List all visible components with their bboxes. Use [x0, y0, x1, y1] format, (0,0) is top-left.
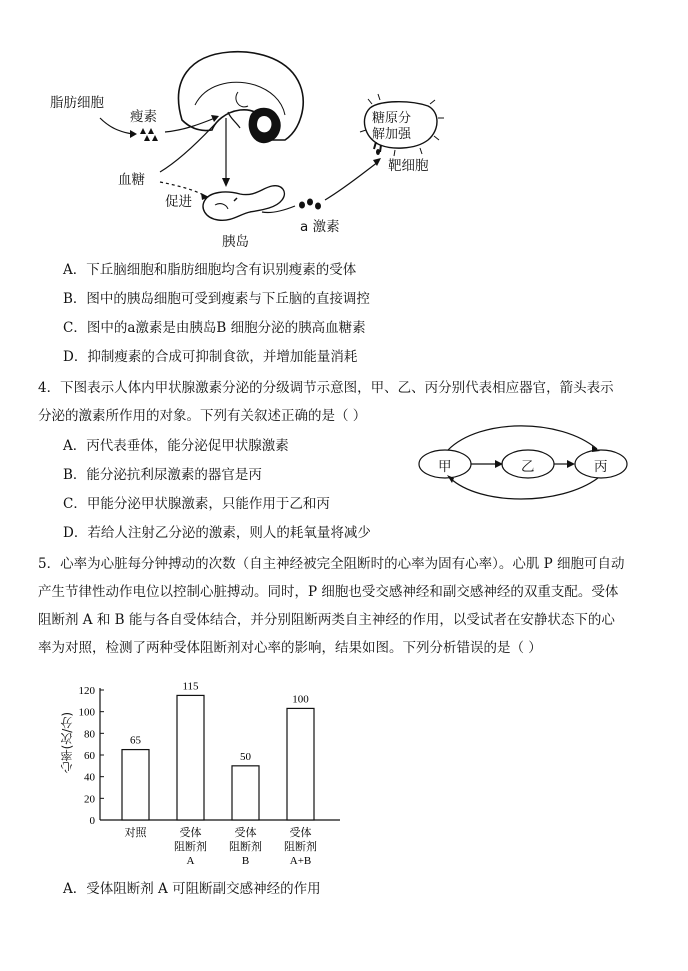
bar-value-label: 50 [240, 750, 251, 763]
q3-option-b: B．图中的胰岛细胞可受到瘦素与下丘脑的直接调控 [63, 291, 370, 307]
y-tick-label: 20 [84, 793, 95, 806]
y-tick-label: 80 [84, 728, 95, 741]
q3-option-a: A．下丘脑细胞和脂肪细胞均含有识别瘦素的受体 [63, 262, 357, 278]
q5-stem-line-1: 5．心率为心脏每分钟搏动的次数（自主神经被完全阻断时的心率为固有心率）。心肌 P 细胞可自动 [38, 556, 625, 572]
x-category-label: 阻断剂 [229, 841, 262, 853]
q4-option-a: A．丙代表垂体，能分泌促甲状腺激素 [63, 438, 289, 454]
q4-stem-line-2: 分泌的激素所作用的对象。下列有关叙述正确的是（ ） [38, 408, 367, 424]
y-tick-label: 120 [78, 685, 95, 697]
y-tick-label: 40 [84, 771, 95, 784]
x-category-label: A+B [289, 855, 312, 867]
x-category-label: 受体 [289, 827, 312, 839]
q5-stem-line-4: 率为对照，检测了两种受体阻断剂对心率的影响，结果如图。下列分析错误的是（ ） [38, 640, 542, 656]
q3-option-d: D．抑制瘦素的合成可抑制食欲，并增加能量消耗 [63, 349, 358, 365]
x-category-label: 阻断剂 [284, 841, 317, 853]
node-jia-label: 甲 [438, 459, 452, 475]
glycogen-label-1: 糖原分 [372, 111, 412, 126]
x-category-label: 受体 [234, 827, 257, 839]
glycogen-label-2: 解加强 [372, 127, 412, 142]
blood-glucose-label: 血糖 [118, 172, 145, 188]
x-category-label: 受体 [179, 827, 202, 839]
q4-option-d: D．若给人注射乙分泌的激素，则人的耗氧量将减少 [63, 525, 371, 541]
node-yi-label: 乙 [521, 459, 535, 475]
leptin-label: 瘦素 [130, 109, 157, 125]
x-category-label: 对照 [124, 827, 147, 839]
y-axis-label: 心率(次/分) [60, 712, 74, 774]
promote-label: 促进 [165, 194, 192, 210]
x-category-label: B [241, 855, 250, 867]
bar [287, 708, 314, 820]
x-category-label: 阻断剂 [174, 841, 207, 853]
q4-stem-line-1: 4．下图表示人体内甲状腺激素分泌的分级调节示意图，甲、乙、丙分别代表相应器官，箭头表示 [38, 380, 614, 396]
fat-cell-label: 脂肪细胞 [50, 95, 104, 111]
node-bing-label: 丙 [594, 459, 608, 475]
bar [177, 695, 204, 820]
y-tick-label: 100 [78, 706, 95, 719]
q5-stem-line-3: 阻断剂 A 和 B 能与各自受体结合，并分别阻断两类自主神经的作用，以受试者在安静状态下的心 [38, 612, 615, 628]
q5-stem-line-2: 产生节律性动作电位以控制心脏搏动。同时，P 细胞也受交感神经和副交感神经的双重支配。受体 [38, 584, 619, 600]
target-cell-label: 靶细胞 [388, 158, 429, 174]
bar-value-label: 100 [292, 693, 309, 706]
q5-option-a: A．受体阻断剂 A 可阻断副交感神经的作用 [63, 881, 321, 897]
q4-option-c: C．甲能分泌甲状腺激素，只能作用于乙和丙 [63, 496, 330, 512]
y-tick-label: 60 [84, 750, 95, 762]
y-tick-label: 0 [89, 815, 95, 827]
bar-value-label: 115 [182, 680, 199, 693]
q4-option-b: B．能分泌抗利尿激素的器官是丙 [63, 467, 262, 483]
bar [122, 750, 149, 820]
q3-option-c: C．图中的a激素是由胰岛B 细胞分泌的胰高血糖素 [63, 320, 366, 336]
bar [232, 766, 259, 820]
islet-label: 胰岛 [222, 234, 249, 250]
a-hormone-label: a 激素 [300, 219, 340, 235]
bar-value-label: 65 [130, 734, 141, 747]
x-category-label: A [186, 855, 195, 867]
